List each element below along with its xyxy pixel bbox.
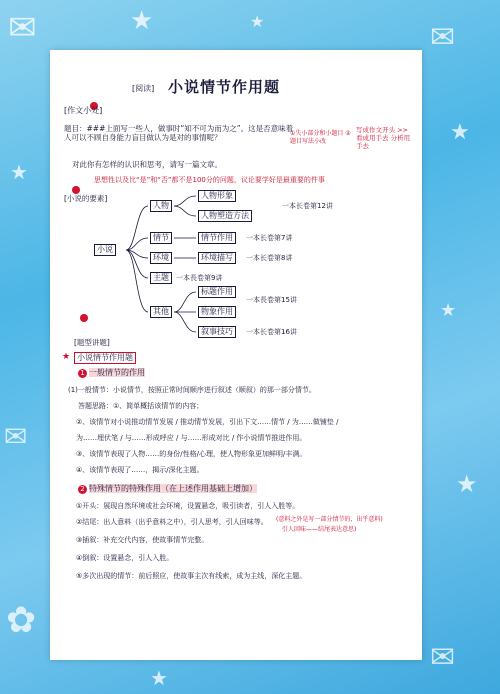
- content-line: ②、该情节对小说推动情节发展 / 推动情节发展，引出下文……情节 / 为……做铺垫 /: [76, 418, 339, 426]
- mindmap-node-env: 环境: [150, 252, 172, 264]
- section-heading: 小说情节作用题: [74, 352, 136, 364]
- sub-heading-2: 2 特殊情节的特殊作用（在上述作用基础上增加）: [78, 484, 257, 494]
- mindmap-note: 一本长卷第16讲: [246, 328, 297, 336]
- content-line: (1)一般情节：小说情节，按照正常时间顺序进行叙述（顺叙）的那一部分情节。: [68, 386, 316, 394]
- content-line: ①开头：展现自然环境或社会环境，设置悬念，吸引读者，引人入胜等。: [76, 502, 300, 510]
- content-line: ③、该情节表现了人物……的身份/性格/心理，使人物形象更加鲜明/丰满。: [76, 450, 307, 458]
- mindmap-node-people: 人物: [150, 200, 172, 212]
- section-label: [题型讲题]: [74, 338, 110, 347]
- side-note-2: 写成作文开头 >> 看成用手去 分析用手去: [356, 126, 411, 151]
- mindmap-note: 一本长卷第12讲: [282, 202, 333, 210]
- red-note: 思想性以及比“是”和“否”都不是100分的问题，议论要学好是最重要的件事: [94, 176, 325, 184]
- title-tag: [阅读]: [132, 84, 155, 93]
- mindmap-root: 小说: [94, 244, 116, 256]
- content-line: ④、该情节表现了……，揭示/深化主题。: [76, 466, 204, 474]
- star-icon: ★: [150, 666, 168, 690]
- mindmap-node-other: 其他: [150, 306, 172, 318]
- star-icon: ★: [130, 6, 154, 36]
- essay-question: 题目：###上面写一些人，做事时“知不可为而为之”。这是否意味着人可以不顾自身能力盲目做认为是对的事情呢？: [64, 124, 294, 143]
- content-line: ⑤多次出现的情节：前后照应，使故事主次有线索，成为主线，深化主题。: [76, 572, 307, 580]
- star-icon: ★: [10, 160, 28, 184]
- star-icon: ★: [450, 120, 470, 145]
- content-line: 答题思路：①、简单概括该情节的内容；: [78, 402, 204, 410]
- side-note: ①失小部分和小题目 ②题目写法小改: [290, 130, 351, 145]
- section-label: [小说的要素]: [64, 194, 108, 203]
- mindmap-leaf: 环境描写: [198, 252, 236, 264]
- mindmap-leaf: 标题作用: [198, 286, 236, 298]
- mindmap-note: 一本长卷第8讲: [246, 254, 293, 262]
- mindmap-node-theme: 主题: [150, 272, 172, 284]
- mindmap-leaf: 物象作用: [198, 306, 236, 318]
- section-label: [作文小处]: [64, 106, 103, 115]
- side-note: (意料之外是写一部分情节的，出乎意料): [276, 516, 383, 523]
- content-line: ③插叙：补充交代内容，使故事情节完整。: [76, 536, 209, 544]
- star-icon: ★: [250, 12, 265, 31]
- note-paper: [50, 50, 422, 660]
- side-note: 引人回味——结尾表达意思): [282, 526, 357, 533]
- envelope-icon: ✉: [430, 640, 456, 675]
- mindmap-note: 一本長卷第15讲: [246, 296, 297, 304]
- mindmap-leaf: 人物形象: [198, 190, 236, 202]
- mindmap-note: 一本長卷第9讲: [176, 274, 223, 282]
- star-icon: ★: [62, 352, 71, 362]
- envelope-icon: ✉: [430, 20, 456, 55]
- page-title: 小说情节作用题: [168, 78, 281, 96]
- circle-marker: 1: [78, 369, 87, 378]
- mindmap-leaf: 叙事技巧: [198, 326, 236, 338]
- flower-icon: ✿: [6, 600, 37, 641]
- circle-marker: 2: [78, 485, 87, 494]
- mindmap-leaf: 情节作用: [198, 232, 236, 244]
- content-line: ②结尾：出人意料（出乎意料之中），引人思考，引人回味等。: [76, 518, 268, 526]
- star-icon: ★: [456, 470, 478, 498]
- star-icon: ★: [440, 300, 457, 321]
- pin-icon: [80, 314, 88, 322]
- sub-heading-1: 1 一般情节的作用: [78, 368, 145, 378]
- content-line: ④倒叙：设置悬念，引人入胜。: [76, 554, 174, 562]
- mindmap-note: 一本长卷第7讲: [246, 234, 293, 242]
- essay-instruction: 对此你有怎样的认识和思考，请写一篇文章。: [72, 160, 222, 169]
- envelope-icon: ✉: [8, 8, 37, 48]
- envelope-icon: ✉: [4, 420, 28, 453]
- mindmap-leaf: 人物塑造方法: [198, 210, 252, 222]
- mindmap-node-plot: 情节: [150, 232, 172, 244]
- content-line: 为……埋伏笔 / 与……形成呼应 / 与……形成对比 / 作小说情节推进作用。: [76, 434, 307, 442]
